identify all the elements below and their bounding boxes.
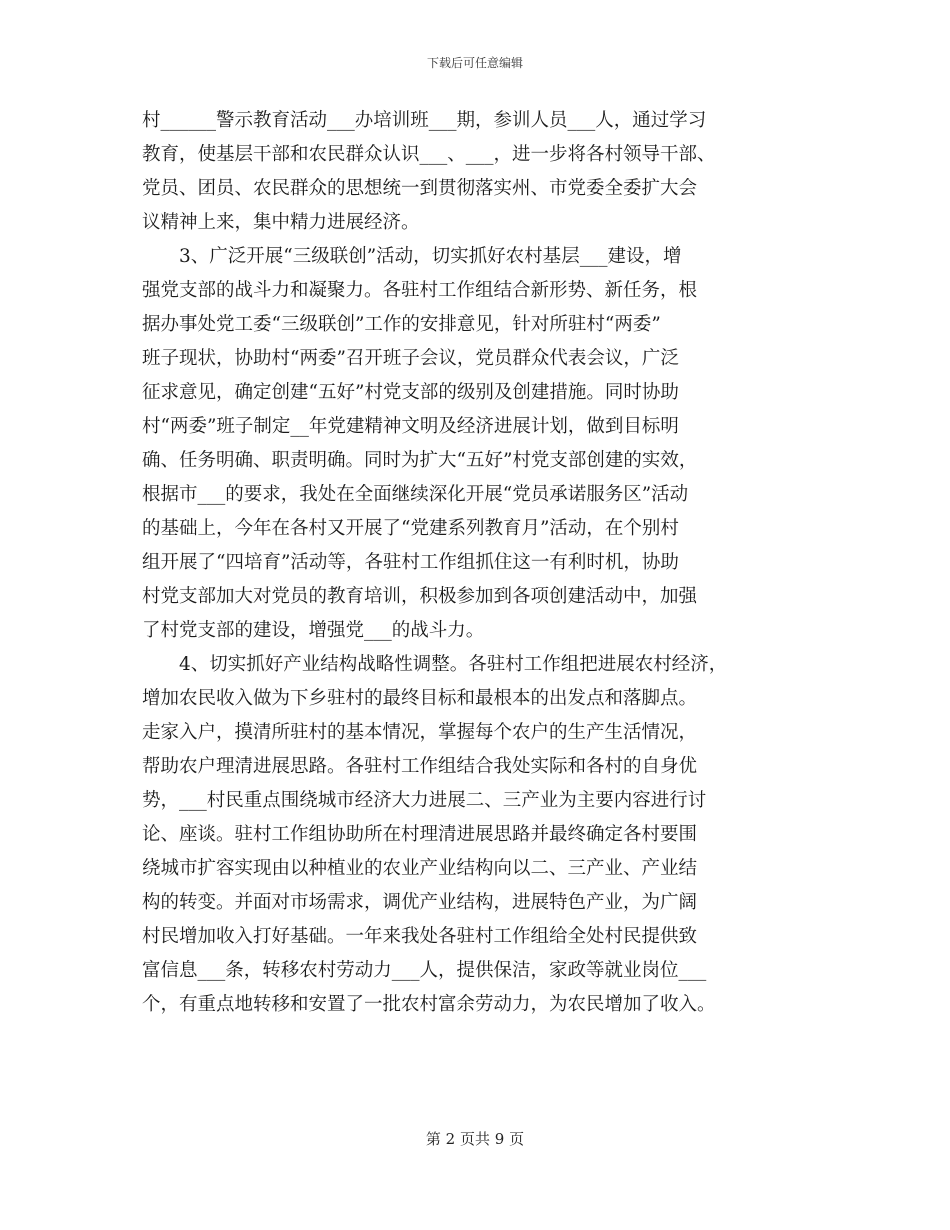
- text-line: 根据市___的要求，我处在全面继续深化开展“党员承诺服务区”活动: [142, 484, 689, 505]
- text-line: 村民增加收入打好基础。一年来我处各驻村工作组给全处村民提供致: [142, 926, 698, 947]
- text-line: 村党支部加大对党员的教育培训，积极参加到各项创建活动中，加强: [142, 586, 698, 607]
- page-header: 下载后可任意编辑: [426, 56, 523, 70]
- text-line: 组开展了“四培育”活动等，各驻村工作组抓住这一有利时机，协助: [142, 552, 679, 573]
- text-line: 帮助农户理清进展思路。各驻村工作组结合我处实际和各村的自身优: [142, 756, 698, 777]
- text-line: 村“两委”班子制定__年党建精神文明及经济进展计划，做到目标明: [142, 416, 679, 437]
- page-footer: 第 2 页共 9 页: [425, 1130, 525, 1148]
- paragraph-4-start: 4、切实抓好产业结构战略性调整。各驻村工作组把进展农村经济，: [179, 654, 728, 675]
- paragraph-3-start: 3、广泛开展“三级联创”活动，切实抓好农村基层___建设，增: [179, 246, 682, 267]
- text-line: 构的转变。并面对市场需求，调优产业结构，进展特色产业，为广阔: [142, 892, 698, 913]
- text-line: 了村党支部的建设，增强党___的战斗力。: [142, 620, 485, 641]
- text-line: 的基础上，今年在各村又开展了“党建系列教育月”活动，在个别村: [142, 518, 679, 539]
- text-line: 党员、团员、农民群众的思想统一到贯彻落实州、市党委全委扩大会: [142, 178, 698, 199]
- text-line: 论、座谈。驻村工作组协助所在村理清进展思路并最终确定各村要围: [142, 824, 698, 845]
- text-line: 班子现状，协助村“两委”召开班子会议，党员群众代表会议，广泛: [142, 348, 679, 369]
- text-line: 据办事处党工委“三级联创”工作的安排意见，针对所驻村“两委”: [142, 314, 661, 335]
- text-line: 确、任务明确、职责明确。同时为扩大“五好”村党支部创建的实效，: [142, 450, 698, 471]
- text-line: 增加农民收入做为下乡驻村的最终目标和最根本的出发点和落脚点。: [142, 688, 698, 709]
- text-line: 村______警示教育活动___办培训班___期，参训人员___人，通过学习: [142, 110, 707, 131]
- text-line: 征求意见，确定创建“五好”村党支部的级别及创建措施。同时协助: [142, 382, 679, 403]
- text-line: 教育，使基层干部和农民群众认识___、___，进一步将各村领导干部、: [142, 144, 716, 165]
- document-body: [142, 104, 810, 1022]
- text-line: 富信息___条，转移农村劳动力___人，提供保洁，家政等就业岗位___: [142, 960, 707, 981]
- text-line: 议精神上来，集中精力进展经济。: [142, 212, 420, 233]
- text-line: 强党支部的战斗力和凝聚力。各驻村工作组结合新形势、新任务，根: [142, 280, 698, 301]
- text-line: 走家入户，摸清所驻村的基本情况，掌握每个农户的生产生活情况，: [142, 722, 698, 743]
- text-line: 绕城市扩容实现由以种植业的农业产业结构向以二、三产业、产业结: [142, 858, 698, 879]
- text-line: 个，有重点地转移和安置了一批农村富余劳动力，为农民增加了收入。: [142, 994, 716, 1015]
- text-line: 势，___村民重点围绕城市经济大力进展二、三产业为主要内容进行讨: [142, 790, 707, 811]
